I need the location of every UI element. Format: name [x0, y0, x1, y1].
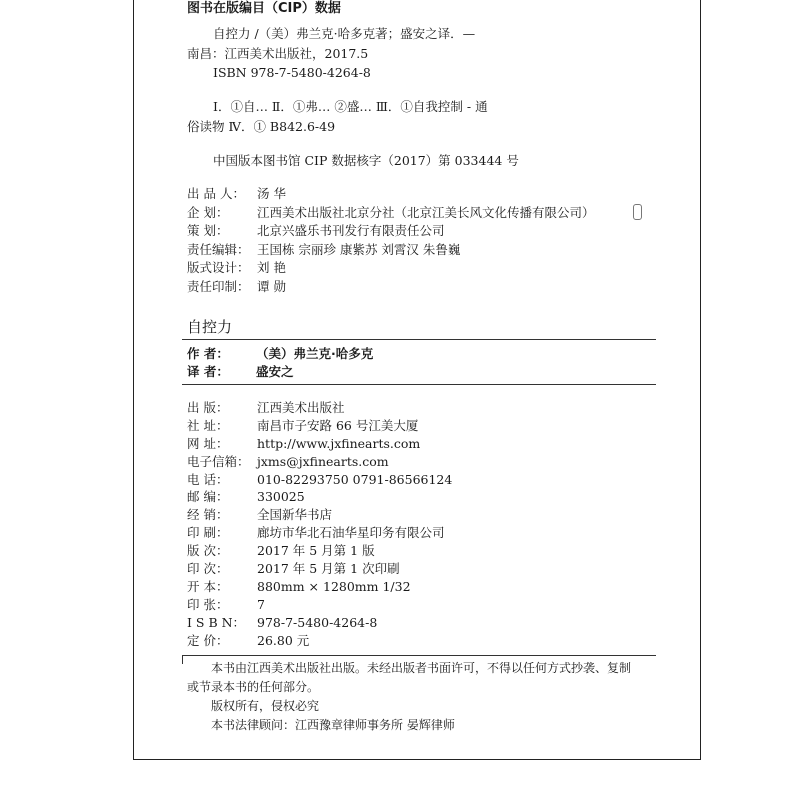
pub-label: 社 址： [187, 417, 229, 433]
pub-value: 2017 年 5 月第 1 次印刷 [257, 561, 400, 577]
pub-row [187, 542, 452, 560]
credit-row [187, 185, 595, 204]
pub-row [187, 524, 452, 542]
pub-label: 定 价： [187, 632, 229, 648]
pub-row [187, 578, 452, 596]
author-name: （美）弗兰克·哈多克 [256, 346, 374, 361]
pub-value: http://www.jxfinearts.com [257, 435, 421, 451]
translator-label: 译 者： [187, 364, 229, 379]
pub-label: 版 次： [187, 543, 229, 559]
pub-row [187, 596, 452, 614]
book-title: 自控力 [187, 318, 233, 336]
pub-label: 印 张： [187, 596, 229, 612]
pub-value: 330025 [257, 489, 305, 505]
notice-rule [182, 655, 656, 656]
title-rule [182, 339, 656, 340]
cip-line-record-number: 中国版本图书馆 CIP 数据核字（2017）第 033444 号 [213, 153, 519, 168]
rights-reserved: 版权所有，侵权必究 [211, 699, 320, 713]
author-label: 作 者： [187, 346, 229, 361]
copyright-notice [187, 659, 657, 735]
notice-line: 本书由江西美术出版社出版。未经出版者书面许可，不得以任何方式抄袭、复制 [211, 661, 632, 675]
pub-value: 2017 年 5 月第 1 版 [257, 543, 375, 559]
pub-label: 经 销： [187, 507, 229, 523]
pub-label: 印 刷： [187, 525, 229, 541]
pub-value: 全国新华书店 [257, 507, 333, 523]
margin-mark [633, 204, 642, 220]
author-row [187, 345, 373, 363]
credit-row [187, 204, 595, 223]
credit-value: 刘 艳 [257, 260, 286, 276]
pub-label: I S B N： [187, 614, 246, 630]
pub-value: 江西美术出版社 [257, 400, 345, 415]
page-frame-left [133, 0, 134, 760]
credit-label: 责任印制： [187, 278, 250, 294]
page-frame-right [700, 0, 701, 760]
credit-row [187, 222, 595, 241]
pub-value: 26.80 元 [257, 632, 310, 648]
credit-label: 出 品 人： [187, 186, 245, 201]
pub-row [187, 471, 452, 489]
notice-rule-tick [182, 655, 183, 664]
cip-line-isbn: ISBN 978-7-5480-4264-8 [213, 65, 371, 80]
credit-row [187, 278, 595, 297]
credit-label: 企 划： [187, 204, 229, 220]
pub-value: 010-82293750 0791-86566124 [257, 471, 453, 487]
pub-row [187, 614, 452, 632]
pub-label: 邮 编： [187, 489, 229, 505]
pub-label: 电 话： [187, 471, 229, 487]
translator-name: 盛安之 [256, 364, 294, 379]
credit-label: 策 划： [187, 223, 229, 239]
pub-row [187, 417, 452, 435]
credit-row [187, 241, 595, 260]
pub-label: 电子信箱： [187, 453, 250, 469]
credit-value: 汤 华 [257, 186, 286, 201]
pub-value: jxms@jxfinearts.com [257, 453, 389, 469]
pub-row [187, 632, 452, 650]
credit-label: 责任编辑： [187, 241, 250, 257]
pub-row [187, 435, 452, 453]
pub-label: 出 版： [187, 400, 229, 415]
authors-block [187, 345, 373, 381]
cip-line-classification-cont: 俗读物 Ⅳ．① B842.6-49 [187, 119, 336, 134]
pub-label: 开 本： [187, 578, 229, 594]
legal-counsel: 本书法律顾问：江西豫章律师事务所 晏辉律师 [211, 718, 455, 732]
pub-value: 7 [257, 596, 265, 612]
authors-rule [182, 384, 656, 385]
credit-label: 版式设计： [187, 260, 250, 276]
cip-line-classification: Ⅰ．①自… Ⅱ．①弗… ②盛… Ⅲ．①自我控制 - 通 [213, 99, 488, 114]
cip-heading: 图书在版编目（CIP）数据 [187, 1, 341, 16]
notice-line: 或节录本书的任何部分。 [187, 680, 320, 694]
pub-value: 南昌市子安路 66 号江美大厦 [257, 417, 419, 433]
credit-value: 谭 勋 [257, 278, 286, 294]
pub-label: 印 次： [187, 561, 229, 577]
pub-row [187, 560, 452, 578]
pub-value: 880mm × 1280mm 1/32 [257, 578, 411, 594]
pub-row [187, 399, 452, 417]
pub-value: 978-7-5480-4264-8 [257, 614, 378, 630]
pub-row [187, 506, 452, 524]
pub-label: 网 址： [187, 435, 229, 451]
credit-row [187, 259, 595, 278]
page-frame-bottom [133, 759, 701, 760]
pub-row [187, 488, 452, 506]
pub-value: 廊坊市华北石油华星印务有限公司 [257, 525, 445, 541]
cip-line-publisher: 南昌：江西美术出版社，2017.5 [187, 46, 369, 61]
credit-value: 江西美术出版社北京分社（北京江美长风文化传播有限公司） [257, 204, 595, 220]
pub-row [187, 453, 452, 471]
credit-value: 王国栋 宗丽珍 康紫苏 刘霄汉 朱鲁巍 [257, 241, 461, 257]
publication-details [187, 399, 452, 649]
credits-list [187, 185, 595, 297]
credit-value: 北京兴盛乐书刊发行有限责任公司 [257, 223, 445, 239]
translator-row [187, 363, 373, 381]
cip-line-title: 自控力 /（美）弗兰克·哈多克著；盛安之译．— [213, 26, 476, 41]
